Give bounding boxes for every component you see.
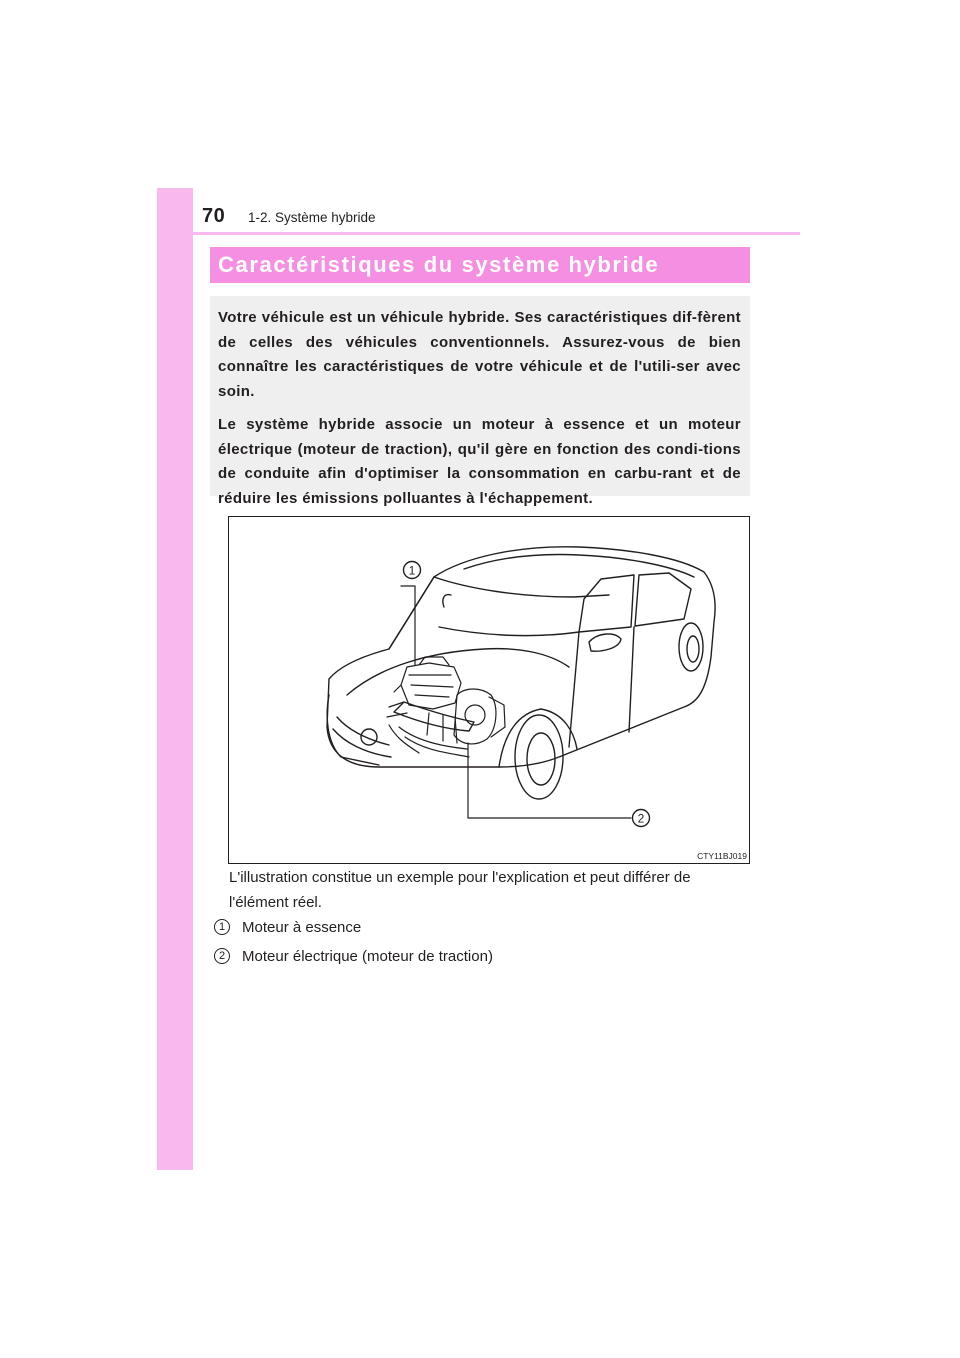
legend-number-badge: 2 [214, 948, 230, 964]
intro-paragraph: Votre véhicule est un véhicule hybride. Ses caractéristiques dif-fèrent de celles des véhicules conventionnels. Assurez-vous de bien connaître les caractéristiques de votre véhicule et de l'utili-ser avec soin. [218, 309, 741, 400]
engine-drawing [387, 657, 505, 757]
section-title: Caractéristiques du système hybride [218, 252, 660, 277]
page-number: 70 [202, 205, 226, 227]
intro-box [210, 296, 750, 507]
legend-label: Moteur à essence [242, 919, 362, 936]
breadcrumb: 1-2. Système hybride [248, 210, 376, 225]
callout-1-label: 1 [408, 563, 416, 578]
chapter-side-tab [157, 188, 193, 1170]
figure-code: CTY11BJ019 [697, 851, 747, 861]
header-divider [157, 232, 800, 235]
intro-paragraph: Le système hybride associe un moteur à essence et un moteur électrique (moteur de traction), qu'il gère en fonction des condi-tions de conduite afin d'optimiser la consommation en carbu-rant et de réduire les émissions polluantes à l'échappement. [218, 416, 741, 507]
section-title-bar [210, 247, 750, 283]
figure-caption: L'illustration constitue un exemple pour l'explication et peut différer de l'élément réel. [229, 869, 691, 911]
legend-label: Moteur électrique (moteur de traction) [242, 948, 493, 965]
callout-2-label: 2 [637, 811, 645, 826]
car-drawing [327, 547, 715, 799]
legend-number-badge: 1 [214, 919, 230, 935]
vehicle-illustration [228, 516, 750, 864]
